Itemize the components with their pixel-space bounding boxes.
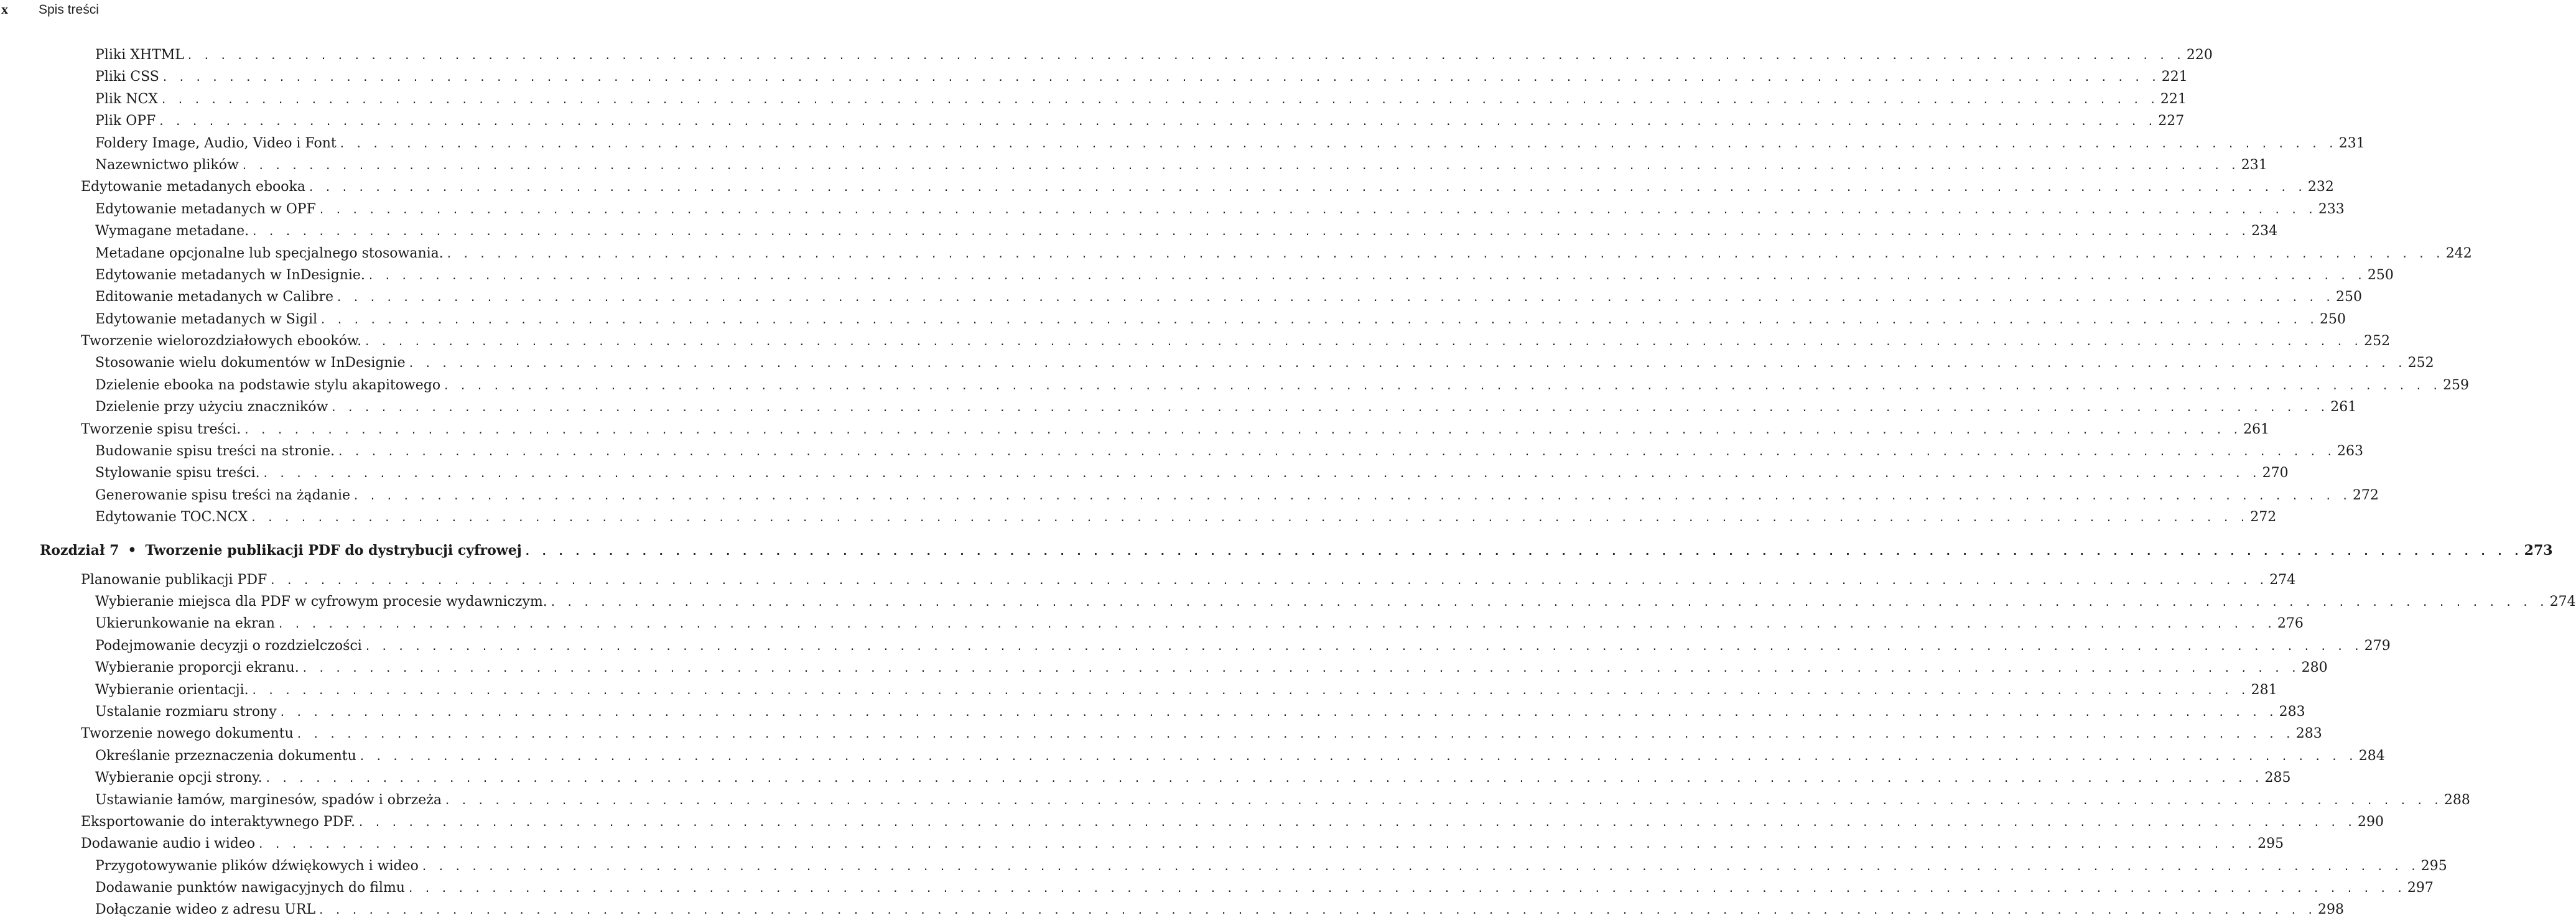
dot-leader: . . . . . . . . . . . . . . . . . . . . . . . . . . . . . . . . . . . . . . . . . . . . . . . . . . . . . . . . . . . . . . . . . . . . . . . . . . . . . . . . . . . . . . . . . . . . . . . . . . . . . . . . . . . . . . . . . . . . . . . .	[336, 292, 2333, 305]
toc-page-number: 227	[2158, 113, 2185, 129]
toc-entry-title: Tworzenie nowego dokumentu	[81, 726, 294, 742]
toc-page-number: 272	[2250, 509, 2277, 526]
dot-leader: . . . . . . . . . . . . . . . . . . . . . . . . . . . . . . . . . . . . . . . . . . . . . . . . . . . . . . . . . . . . . . . . . . . . . . . . . . . . . . . . . . . . . . . . . . . . . . . . . . . . . . . . . . . . . . . . . . . . . . . .	[307, 182, 2305, 195]
toc-entry	[0, 374, 2470, 396]
toc-entry	[0, 613, 2304, 634]
toc-entry	[0, 657, 2328, 679]
dot-leader: . . . . . . . . . . . . . . . . . . . . . . . . . . . . . . . . . . . . . . . . . . . . . . . . . . . . . . . . . . . . . . . . . . . . . . . . . . . . . . . . . . . . . . . . . . . . . . . . . . . . . . . . . . . . . . . . . . . . . . . .	[243, 424, 2241, 437]
toc-entry	[0, 352, 2434, 374]
toc-entry	[0, 811, 2384, 833]
dot-leader: . . . . . . . . . . . . . . . . . . . . . . . . . . . . . . . . . . . . . . . . . . . . . . . . . . . . . . . . . . . . . . . . . . . . . . . . . . . . . . . . . . . . . . . . . . . . . . . . . . . . . . . . . . . . . . . . . . . . . . . .	[337, 446, 2335, 459]
page-number: x	[1, 1, 8, 17]
toc-entry	[0, 308, 2346, 330]
toc-entry	[0, 198, 2345, 220]
toc-entry-title: Ustalanie rozmiaru strony	[95, 703, 277, 720]
dot-leader: . . . . . . . . . . . . . . . . . . . . . . . . . . . . . . . . . . . . . . . . . . . . . . . . . . . . . . . . . . . . . . . . . . . . . . . . . . . . . . . . . . . . . . . . . . . . . . . . . . . . . . . . . . . . . . . . . . . . . . . .	[279, 706, 2277, 719]
toc-entry	[0, 396, 2357, 418]
toc-entry-title: Stosowanie wielu dokumentów w InDesignie	[95, 355, 406, 371]
dot-leader: . . . . . . . . . . . . . . . . . . . . . . . . . . . . . . . . . . . . . . . . . . . . . . . . . . . . . . . . . . . . . . . . . . . . . . . . . . . . . . . . . . . . . . . . . . . . . . . . . . . . . . . . . . . . . . . . . . . . . . . .	[407, 358, 2406, 371]
dot-leader: . . . . . . . . . . . . . . . . . . . . . . . . . . . . . . . . . . . . . . . . . . . . . . . . . . . . . . . . . . . . . . . . . . . . . . . . . . . . . . . . . . . . . . . . . . . . . . . . . . . . . . . . . . . . . . . . . . . . . . . .	[186, 50, 2184, 62]
toc-entry	[0, 899, 2345, 921]
toc-entry	[0, 485, 2379, 506]
toc-entry	[0, 286, 2362, 308]
toc-page-number: 290	[2357, 814, 2384, 830]
toc-entry	[0, 132, 2365, 154]
toc-entry-title: Dodawanie audio i wideo	[81, 836, 256, 852]
toc-page-number: 259	[2443, 377, 2470, 393]
toc-entry-title: Generowanie spisu treści na żądanie	[95, 487, 350, 503]
toc-entry-title: Edytowanie metadanych w Sigil	[95, 311, 318, 327]
toc-page-number: 288	[2443, 792, 2470, 808]
toc-entry	[0, 110, 2185, 132]
toc-entry	[0, 176, 2334, 198]
toc-entry	[0, 591, 2576, 613]
toc-entry-title: Ukierunkowanie na ekran	[95, 616, 275, 632]
dot-leader: . . . . . . . . . . . . . . . . . . . . . . . . . . . . . . . . . . . . . . . . . . . . . . . . . . . . . . . . . . . . . . . . . . . . . . . . . . . . . . . . . . . . . . . . . . . . . . . . . . . . . . . . . . . . . . . . . . . . . . . .	[421, 860, 2419, 873]
toc-entry-title: Wymagane metadane.	[95, 223, 249, 239]
toc-entry-title: Budowanie spisu treści na stronie.	[95, 443, 335, 460]
toc-entry	[0, 767, 2291, 789]
dot-leader: . . . . . . . . . . . . . . . . . . . . . . . . . . . . . . . . . . . . . . . . . . . . . . . . . . . . . . . . . . . . . . . . . . . . . . . . . . . . . . . . . . . . . . . . . . . . . . . . . . . . . . . . . . . . . . . . . . . . . . . .	[258, 838, 2256, 851]
dot-leader: . . . . . . . . . . . . . . . . . . . . . . . . . . . . . . . . . . . . . . . . . . . . . . . . . . . . . . . . . . . . . . . . . . . . . . . . . . . . . . . . . . . . . . . . . . . . . . . . . . . . . . . . . . . . . . . . . . . . . . . .	[364, 336, 2362, 349]
chapter-label: Rozdział 7	[40, 542, 119, 559]
toc-page-number: 250	[2319, 311, 2346, 327]
toc-entry	[0, 789, 2470, 811]
toc-chapter-entry	[0, 540, 2553, 562]
toc-entry	[0, 833, 2284, 855]
toc-entry-title: Foldery Image, Audio, Video i Font	[95, 135, 337, 151]
toc-page-number: 272	[2352, 487, 2379, 503]
toc-entry-title: Plik OPF	[95, 113, 156, 129]
dot-leader: . . . . . . . . . . . . . . . . . . . . . . . . . . . . . . . . . . . . . . . . . . . . . . . . . . . . . . . . . . . . . . . . . . . . . . . . . . . . . . . . . . . . . . . . . . . . . . . . . . . . . . . . . . . . . . . . . . . . . . . .	[161, 72, 2159, 85]
dot-leader: . . . . . . . . . . . . . . . . . . . . . . . . . . . . . . . . . . . . . . . . . . . . . . . . . . . . . . . . . . . . . . . . . . . . . . . . . . . . . . . . . . . . . . . . . . . . . . . . . . . . . . . . . . . . . . . . . . . . . . . .	[358, 816, 2355, 829]
toc-page-number: 281	[2251, 682, 2277, 698]
toc-page-number: 263	[2337, 443, 2364, 460]
toc-entry-title: Określanie przeznaczenia dokumentu	[95, 748, 356, 764]
toc-page-number: 283	[2295, 726, 2322, 742]
toc-entry	[0, 440, 2364, 462]
toc-entry-title: Planowanie publikacji PDF	[81, 572, 267, 588]
toc-entry	[0, 877, 2434, 899]
toc-entry-title: Tworzenie spisu treści.	[81, 421, 241, 437]
dot-leader: . . . . . . . . . . . . . . . . . . . . . . . . . . . . . . . . . . . . . . . . . . . . . . . . . . . . . . . . . . . . . . . . . . . . . . . . . . . . . . . . . . . . . . . . . . . . . . . . . . . . . . . . . . . . . . . . . . . . . . . .	[358, 750, 2356, 763]
toc-entry	[0, 679, 2277, 701]
toc-entry	[0, 462, 2289, 484]
toc-entry-title: Edytowanie TOC.NCX	[95, 509, 248, 526]
toc-entry	[0, 701, 2305, 723]
dot-leader: . . . . . . . . . . . . . . . . . . . . . . . . . . . . . . . . . . . . . . . . . . . . . . . . . . . . . . . . . . . . . . . . . . . . . . . . . . . . . . . . . . . . . . . . . . . . . . . . . . . . . . . . . . . . . . . . . . . . . . . .	[443, 379, 2441, 392]
toc-page-number: 276	[2277, 616, 2304, 632]
dot-leader: . . . . . . . . . . . . . . . . . . . . . . . . . . . . . . . . . . . . . . . . . . . . . . . . . . . . . . . . . . . . . . . . . . . . . . . . . . . . . . . . . . . . . . . . . . . . . . . . . . . . . . . . . . . . . . . . . . . . . . . .	[338, 137, 2337, 151]
page-header	[0, 1, 99, 19]
toc-entry	[0, 419, 2270, 440]
toc-entry	[0, 569, 2296, 591]
dot-leader: . . . . . . . . . . . . . . . . . . . . . . . . . . . . . . . . . . . . . . . . . . . . . . . . . . . . . . . . . . . . . . . . . . . . . . . . . . . . . . . . . . . . . . . . . . . . . . . . . . . . . . . . . . . . . . . . . . . . . . . .	[301, 662, 2299, 675]
toc-page-number: 283	[2279, 703, 2305, 720]
toc-entry-title: Dzielenie ebooka na podstawie stylu akapitowego	[95, 377, 441, 393]
toc-page-number: 234	[2251, 223, 2278, 239]
toc-page-number: 270	[2262, 465, 2289, 481]
toc-entry-title: Dołączanie wideo z adresu URL	[95, 902, 316, 918]
dot-leader: . . . . . . . . . . . . . . . . . . . . . . . . . . . . . . . . . . . . . . . . . . . . . . . . . . . . . . . . . . . . . . . . . . . . . . . . . . . . . . . . . . . . . . . . . . . . . . . . . . . . . . . . . . . . . . . . . . . . . . . .	[251, 226, 2249, 239]
toc-entry	[0, 635, 2391, 657]
toc-page-number: 231	[2338, 135, 2365, 151]
toc-entry	[0, 330, 2391, 352]
toc-page-number: 274	[2269, 572, 2296, 588]
toc-entry	[0, 220, 2278, 242]
toc-page-number: 252	[2407, 355, 2434, 371]
toc-entry	[0, 243, 2472, 264]
dot-leader: . . . . . . . . . . . . . . . . . . . . . . . . . . . . . . . . . . . . . . . . . . . . . . . . . . . . . . . . . . . . . . . . . . . . . . . . . . . . . . . . . . . . . . . . . . . . . . . . . . . . . . . . . . . . . . . . . . . . . . . .	[367, 269, 2365, 282]
toc-entry-title: Wybieranie orientacji.	[95, 682, 249, 698]
toc-entry-title: Stylowanie spisu treści.	[95, 465, 260, 481]
toc-entry-title: Plik NCX	[95, 91, 158, 107]
toc-entry	[0, 88, 2187, 110]
toc-page-number: 221	[2160, 91, 2187, 107]
bullet-separator: •	[128, 542, 137, 559]
toc-entry-title: Przygotowywanie plików dźwiękowych i wideo	[95, 858, 419, 874]
toc-entry	[0, 66, 2188, 88]
dot-leader: . . . . . . . . . . . . . . . . . . . . . . . . . . . . . . . . . . . . . . . . . . . . . . . . . . . . . . . . . . . . . . . . . . . . . . . . . . . . . . . . . . . . . . . . . . . . . . . . . . . . . . . . . . . . . . . . . . . . . . . .	[318, 904, 2316, 917]
toc-page-number: 295	[2420, 858, 2447, 874]
toc-page-number: 233	[2318, 201, 2345, 217]
toc-entry-title: Edytowanie metadanych ebooka	[81, 179, 305, 195]
dot-leader: . . . . . . . . . . . . . . . . . . . . . . . . . . . . . . . . . . . . . . . . . . . . . . . . . . . . . . . . . . . . . . . . . . . . . . . . . . . . . . . . . . . . . . . . . . . . . . . . . . . . . . . . . . . . . . . . . . . . . . . .	[158, 116, 2156, 129]
chapter-title: Tworzenie publikacji PDF do dystrybucji cyfrowej	[145, 542, 522, 559]
toc-entry-title: Wybieranie opcji strony.	[95, 770, 263, 786]
toc-page-number: 261	[2243, 421, 2270, 437]
dot-leader: . . . . . . . . . . . . . . . . . . . . . . . . . . . . . . . . . . . . . . . . . . . . . . . . . . . . . . . . . . . . . . . . . . . . . . . . . . . . . . . . . . . . . . . . . . . . . . . . . . . . . . . . . . . . . . . . . . . . . . . .	[320, 313, 2317, 327]
dot-leader: . . . . . . . . . . . . . . . . . . . . . . . . . . . . . . . . . . . . . . . . . . . . . . . . . . . . . . . . . . . . . . . . . . . . . . . . . . . . . . . . . . . . . . . . . . . . . . . . . . . . . . . . . . . . . . . . . . . . . . . .	[524, 545, 2522, 558]
toc-page-number: 250	[2367, 267, 2394, 283]
toc-entry-title: Edytowanie metadanych w InDesignie.	[95, 267, 365, 283]
toc-page-number: 242	[2445, 245, 2472, 261]
toc-page-number: 285	[2264, 770, 2291, 786]
dot-leader: . . . . . . . . . . . . . . . . . . . . . . . . . . . . . . . . . . . . . . . . . . . . . . . . . . . . . . . . . . . . . . . . . . . . . . . . . . . . . . . . . . . . . . . . . . . . . . . . . . . . . . . . . . . . . . . . . . . . . . . .	[444, 794, 2442, 807]
toc-page-number: 250	[2335, 289, 2362, 305]
dot-leader: . . . . . . . . . . . . . . . . . . . . . . . . . . . . . . . . . . . . . . . . . . . . . . . . . . . . . . . . . . . . . . . . . . . . . . . . . . . . . . . . . . . . . . . . . . . . . . . . . . . . . . . . . . . . . . . . . . . . . . . .	[295, 728, 2294, 741]
toc-entry	[0, 264, 2394, 286]
toc-page-number: 295	[2257, 836, 2284, 852]
toc-entry	[0, 855, 2447, 877]
dot-leader: . . . . . . . . . . . . . . . . . . . . . . . . . . . . . . . . . . . . . . . . . . . . . . . . . . . . . . . . . . . . . . . . . . . . . . . . . . . . . . . . . . . . . . . . . . . . . . . . . . . . . . . . . . . . . . . . . . . . . . . .	[262, 468, 2260, 481]
toc-entry-title: Edytowanie metadanych w OPF	[95, 201, 316, 217]
toc-entry-title: Wybieranie proporcji ekranu.	[95, 660, 299, 676]
toc-entry-title: Editowanie metadanych w Calibre	[95, 289, 334, 305]
dot-leader: . . . . . . . . . . . . . . . . . . . . . . . . . . . . . . . . . . . . . . . . . . . . . . . . . . . . . . . . . . . . . . . . . . . . . . . . . . . . . . . . . . . . . . . . . . . . . . . . . . . . . . . . . . . . . . . . . . . . . . . .	[445, 248, 2443, 261]
running-header-title: Spis treści	[39, 2, 99, 17]
toc-page-number: 231	[2241, 157, 2267, 173]
toc-entry	[0, 44, 2213, 66]
toc-entry-title: Wybieranie miejsca dla PDF w cyfrowym procesie wydawniczym.	[95, 593, 547, 610]
table-of-contents	[0, 44, 2576, 921]
toc-entry	[0, 154, 2267, 176]
toc-page-number: 284	[2358, 748, 2385, 764]
dot-leader: . . . . . . . . . . . . . . . . . . . . . . . . . . . . . . . . . . . . . . . . . . . . . . . . . . . . . . . . . . . . . . . . . . . . . . . . . . . . . . . . . . . . . . . . . . . . . . . . . . . . . . . . . . . . . . . . . . . . . . . .	[353, 489, 2350, 503]
dot-leader: . . . . . . . . . . . . . . . . . . . . . . . . . . . . . . . . . . . . . . . . . . . . . . . . . . . . . . . . . . . . . . . . . . . . . . . . . . . . . . . . . . . . . . . . . . . . . . . . . . . . . . . . . . . . . . . . . . . . . . . .	[269, 574, 2267, 587]
toc-page-number: 273	[2524, 542, 2553, 559]
dot-leader: . . . . . . . . . . . . . . . . . . . . . . . . . . . . . . . . . . . . . . . . . . . . . . . . . . . . . . . . . . . . . . . . . . . . . . . . . . . . . . . . . . . . . . . . . . . . . . . . . . . . . . . . . . . . . . . . . . . . . . . .	[251, 684, 2249, 697]
toc-page-number: 252	[2364, 333, 2391, 350]
toc-page-number: 220	[2186, 47, 2213, 63]
toc-entry-title: Pliki XHTML	[95, 47, 184, 63]
toc-entry-title: Pliki CSS	[95, 69, 159, 85]
dot-leader: . . . . . . . . . . . . . . . . . . . . . . . . . . . . . . . . . . . . . . . . . . . . . . . . . . . . . . . . . . . . . . . . . . . . . . . . . . . . . . . . . . . . . . . . . . . . . . . . . . . . . . . . . . . . . . . . . . . . . . . .	[330, 402, 2328, 415]
toc-page-number: 261	[2330, 399, 2357, 415]
toc-entry	[0, 506, 2277, 528]
toc-entry-title: Tworzenie wielorozdziałowych ebooków.	[81, 333, 362, 350]
dot-leader: . . . . . . . . . . . . . . . . . . . . . . . . . . . . . . . . . . . . . . . . . . . . . . . . . . . . . . . . . . . . . . . . . . . . . . . . . . . . . . . . . . . . . . . . . . . . . . . . . . . . . . . . . . . . . . . . . . . . . . . .	[241, 159, 2239, 172]
dot-leader: . . . . . . . . . . . . . . . . . . . . . . . . . . . . . . . . . . . . . . . . . . . . . . . . . . . . . . . . . . . . . . . . . . . . . . . . . . . . . . . . . . . . . . . . . . . . . . . . . . . . . . . . . . . . . . . . . . . . . . . .	[160, 93, 2158, 106]
toc-entry-title: Podejmowanie decyzji o rozdzielczości	[95, 638, 362, 654]
dot-leader: . . . . . . . . . . . . . . . . . . . . . . . . . . . . . . . . . . . . . . . . . . . . . . . . . . . . . . . . . . . . . . . . . . . . . . . . . . . . . . . . . . . . . . . . . . . . . . . . . . . . . . . . . . . . . . . . . . . . . . . .	[364, 640, 2362, 653]
toc-page-number: 280	[2301, 660, 2328, 676]
toc-entry-title	[40, 540, 524, 562]
toc-entry	[0, 745, 2385, 767]
toc-page-number: 232	[2307, 179, 2334, 195]
dot-leader: . . . . . . . . . . . . . . . . . . . . . . . . . . . . . . . . . . . . . . . . . . . . . . . . . . . . . . . . . . . . . . . . . . . . . . . . . . . . . . . . . . . . . . . . . . . . . . . . . . . . . . . . . . . . . . . . . . . . . . . .	[318, 203, 2316, 216]
toc-entry-title: Ustawianie łamów, marginesów, spadów i obrzeża	[95, 792, 442, 808]
toc-entry-title: Eksportowanie do interaktywnego PDF.	[81, 814, 356, 830]
dot-leader: . . . . . . . . . . . . . . . . . . . . . . . . . . . . . . . . . . . . . . . . . . . . . . . . . . . . . . . . . . . . . . . . . . . . . . . . . . . . . . . . . . . . . . . . . . . . . . . . . . . . . . . . . . . . . . . . . . . . . . . .	[407, 883, 2405, 896]
dot-leader: . . . . . . . . . . . . . . . . . . . . . . . . . . . . . . . . . . . . . . . . . . . . . . . . . . . . . . . . . . . . . . . . . . . . . . . . . . . . . . . . . . . . . . . . . . . . . . . . . . . . . . . . . . . . . . . . . . . . . . . .	[264, 772, 2262, 786]
toc-page-number: 221	[2161, 69, 2188, 85]
dot-leader: . . . . . . . . . . . . . . . . . . . . . . . . . . . . . . . . . . . . . . . . . . . . . . . . . . . . . . . . . . . . . . . . . . . . . . . . . . . . . . . . . . . . . . . . . . . . . . . . . . . . . . . . . . . . . . . . . . . . . . . .	[277, 618, 2275, 631]
toc-entry-title: Dzielenie przy użyciu znaczników	[95, 399, 328, 415]
toc-page-number: 274	[2549, 593, 2576, 610]
toc-entry	[0, 723, 2322, 744]
toc-entry-title: Nazewnictwo plików	[95, 157, 239, 173]
dot-leader: . . . . . . . . . . . . . . . . . . . . . . . . . . . . . . . . . . . . . . . . . . . . . . . . . . . . . . . . . . . . . . . . . . . . . . . . . . . . . . . . . . . . . . . . . . . . . . . . . . . . . . . . . . . . . . . . . . . . . . . .	[250, 512, 2248, 525]
toc-entry-title: Metadane opcjonalne lub specjalnego stosowania.	[95, 245, 444, 261]
toc-page-number: 298	[2318, 902, 2345, 918]
toc-entry-title: Dodawanie punktów nawigacyjnych do filmu	[95, 880, 405, 896]
toc-page-number: 279	[2364, 638, 2391, 654]
dot-leader: . . . . . . . . . . . . . . . . . . . . . . . . . . . . . . . . . . . . . . . . . . . . . . . . . . . . . . . . . . . . . . . . . . . . . . . . . . . . . . . . . . . . . . . . . . . . . . . . . . . . . . . . . . . . . . . . . . . . . . . .	[549, 596, 2547, 609]
toc-page-number: 297	[2407, 880, 2434, 896]
